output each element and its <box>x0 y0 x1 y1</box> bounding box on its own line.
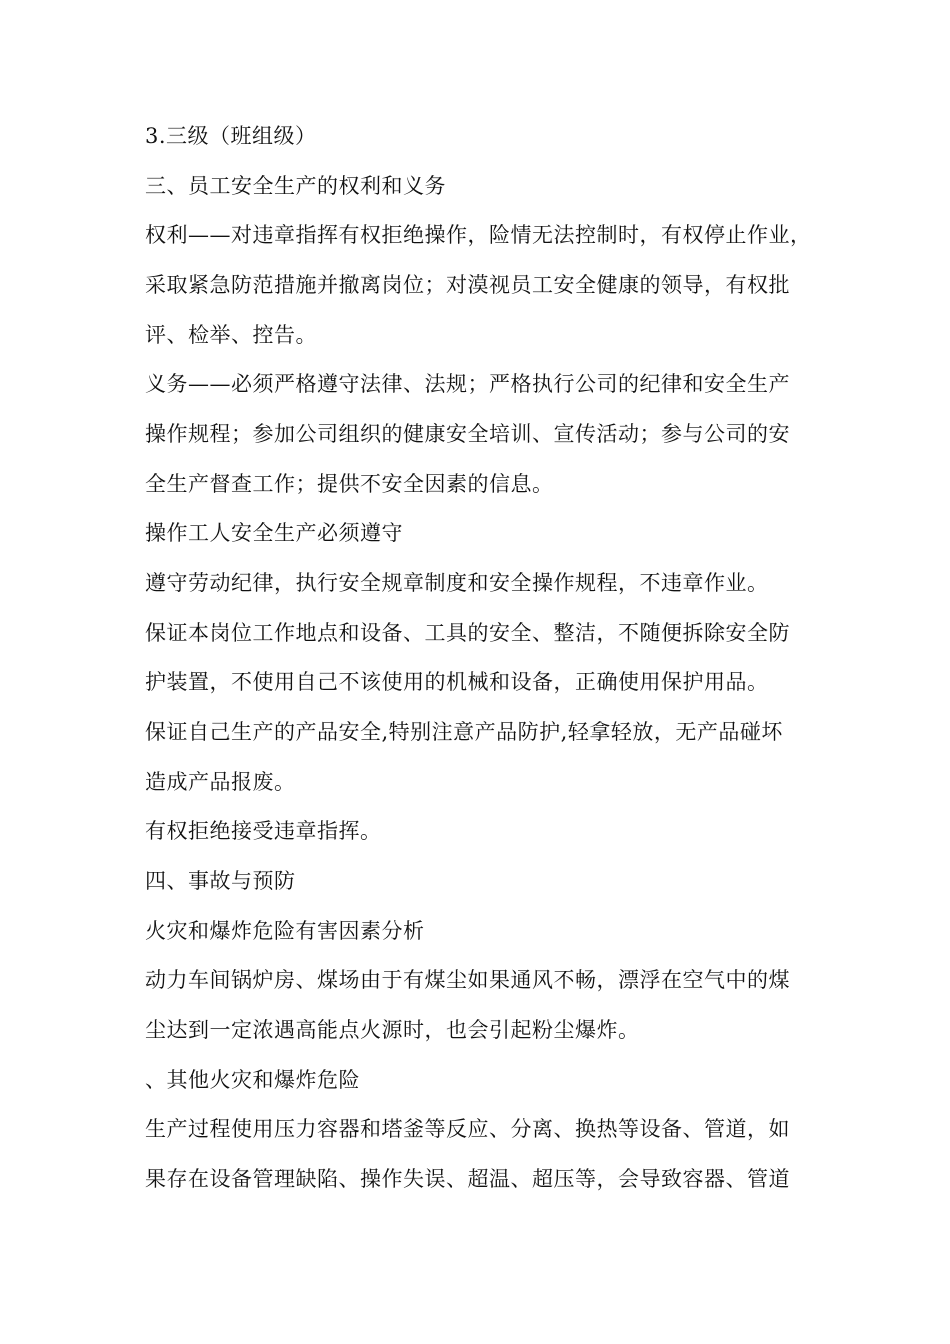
paragraph-line: 遵守劳动纪律，执行安全规章制度和安全操作规程，不违章作业。 <box>145 571 769 595</box>
paragraph-line: 采取紧急防范措施并撤离岗位；对漠视员工安全健康的领导，有权批 <box>145 273 790 297</box>
paragraph-line: 果存在设备管理缺陷、操作失误、超温、超压等，会导致容器、管道 <box>145 1167 790 1191</box>
paragraph-line: 保证本岗位工作地点和设备、工具的安全、整洁，不随便拆除安全防 <box>145 621 790 645</box>
paragraph-line: 造成产品报废。 <box>145 770 296 794</box>
subheading-worker-rules: 操作工人安全生产必须遵守 <box>145 521 403 545</box>
subheading-fire-explosion: 火灾和爆炸危险有害因素分析 <box>145 919 425 943</box>
section-heading-level-3: 3.三级（班组级） <box>145 124 317 148</box>
paragraph-line: 评、检举、控告。 <box>145 323 317 347</box>
section-heading-accident-prevention: 四、事故与预防 <box>145 869 296 893</box>
paragraph-line: 义务——必须严格遵守法律、法规；严格执行公司的纪律和安全生产 <box>145 372 790 396</box>
paragraph-line: 有权拒绝接受违章指挥。 <box>145 819 382 843</box>
paragraph-line: 全生产督查工作；提供不安全因素的信息。 <box>145 472 554 496</box>
paragraph-line: 保证自己生产的产品安全,特别注意产品防护,轻拿轻放，无产品碰坏 <box>145 720 783 744</box>
paragraph-line: 动力车间锅炉房、煤场由于有煤尘如果通风不畅，漂浮在空气中的煤 <box>145 968 790 992</box>
paragraph-line: 护装置，不使用自己不该使用的机械和设备，正确使用保护用品。 <box>145 670 769 694</box>
paragraph-line: 权利——对违章指挥有权拒绝操作，险情无法控制时，有权停止作业， <box>145 223 812 247</box>
section-heading-rights-duties: 三、员工安全生产的权利和义务 <box>145 174 446 198</box>
paragraph-line: 操作规程；参加公司组织的健康安全培训、宣传活动；参与公司的安 <box>145 422 790 446</box>
paragraph-line: 生产过程使用压力容器和塔釜等反应、分离、换热等设备、管道，如 <box>145 1117 790 1141</box>
paragraph-line: 尘达到一定浓遇高能点火源时，也会引起粉尘爆炸。 <box>145 1018 640 1042</box>
subheading-other-fire-explosion: 、其他火灾和爆炸危险 <box>145 1068 360 1092</box>
